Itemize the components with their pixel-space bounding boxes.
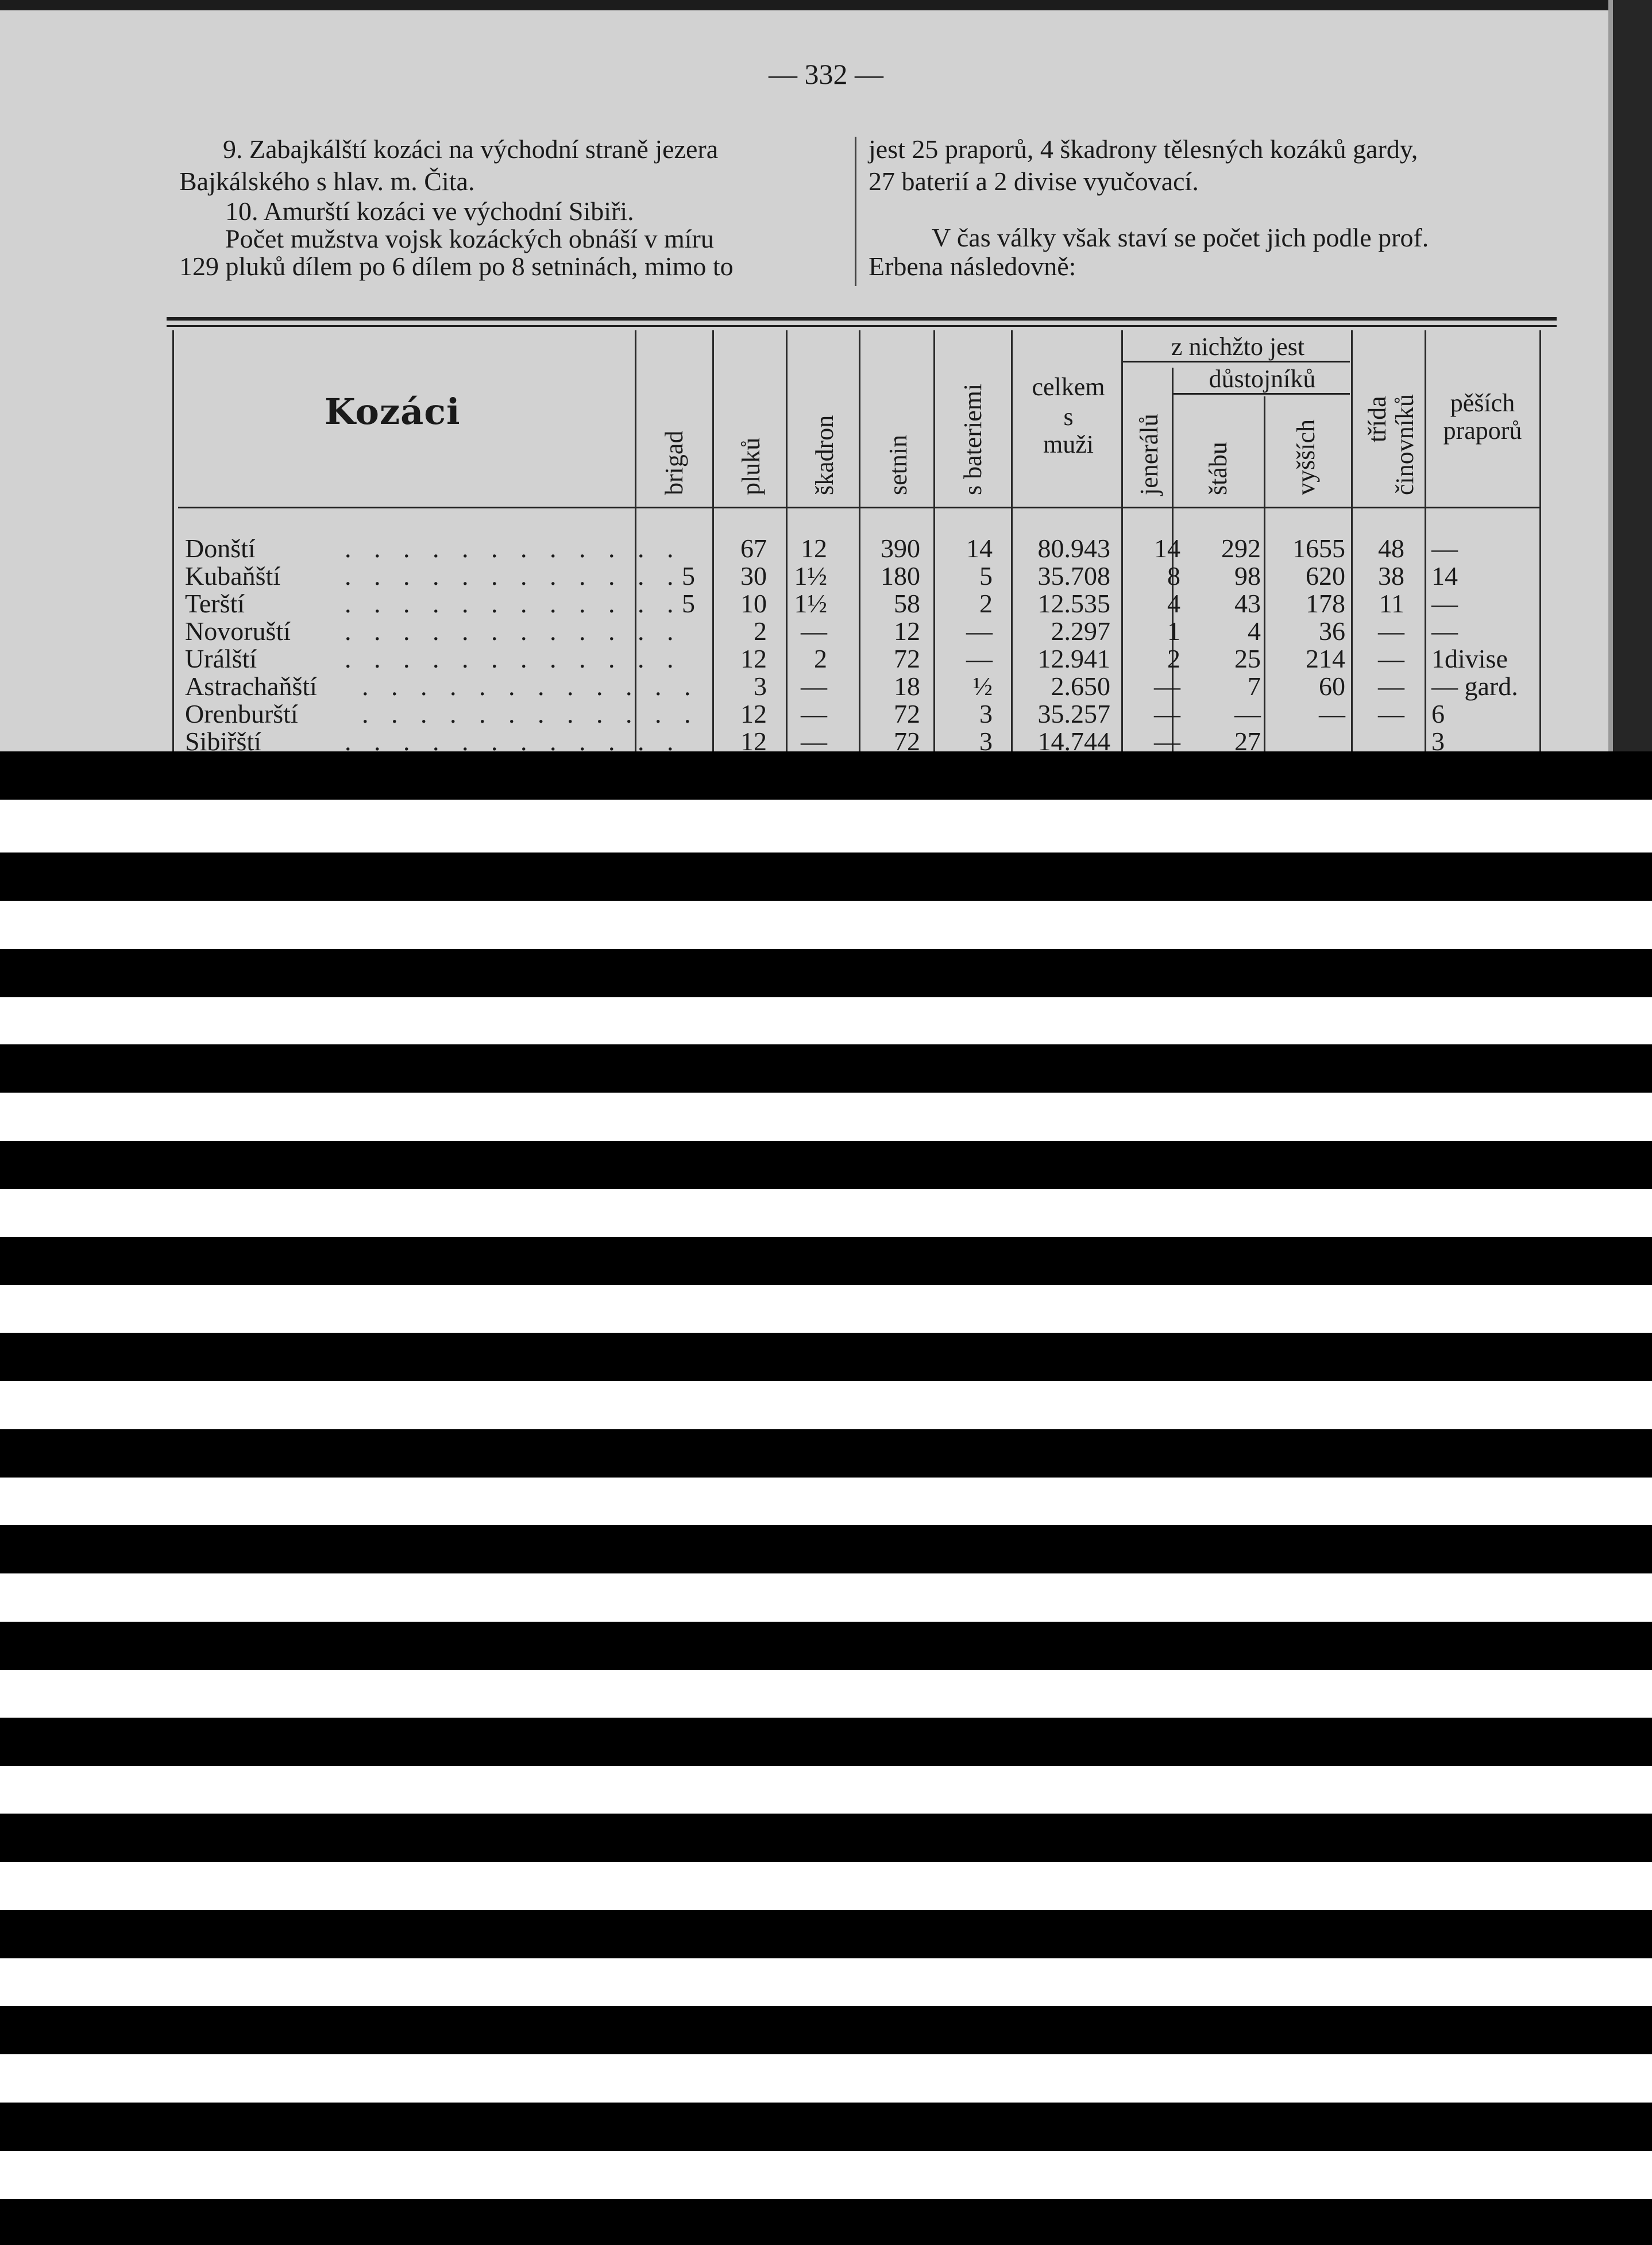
redaction-stripe: [0, 853, 1652, 901]
cell-pesich: 6: [1431, 699, 1445, 728]
cell-stabu: 98: [1234, 561, 1261, 591]
header-setnin: setnin: [884, 434, 912, 495]
redaction-stripe: [0, 949, 1652, 997]
cell-cinovniku: —: [1378, 699, 1404, 728]
cell-stabu: 7: [1248, 672, 1261, 701]
header-pesich: pěších: [1450, 389, 1515, 417]
header-group-z-nichzto-jest: z nichžto jest: [1171, 333, 1305, 361]
text-line: V čas války však staví se počet jich podle prof.: [932, 223, 1429, 252]
cell-setnin: 72: [894, 727, 920, 751]
cell-cinovniku: 38: [1378, 561, 1404, 591]
row-label: Novoruští: [185, 616, 291, 646]
cell-jeneralu: 8: [1167, 561, 1180, 591]
dot-leader: . . . . . . . . . . . .: [345, 727, 682, 751]
table-border-left: [172, 330, 174, 751]
cell-celkem: 2.650: [1051, 672, 1110, 701]
cell-skadron: 1½: [794, 589, 827, 618]
header-subgroup-dustojniku: důstojníků: [1209, 365, 1316, 393]
cell-baterie: 2: [979, 589, 993, 618]
table-top-rule-thin: [167, 325, 1557, 327]
redaction-stripe: [0, 1429, 1652, 1478]
redaction-stripe: [0, 1237, 1652, 1285]
redaction-stripe: [0, 1333, 1652, 1381]
redaction-stripe: [0, 2103, 1652, 2151]
cell-stabu: 27: [1234, 727, 1261, 751]
redaction-stripe: [0, 1718, 1652, 1766]
cell-pluku: 2: [754, 616, 767, 646]
dot-leader: . . . . . . . . . . . .: [362, 699, 699, 728]
cell-baterie: 5: [979, 561, 993, 591]
redaction-stripe: [0, 751, 1652, 800]
col-divider: [859, 330, 860, 751]
cell-pesich: —: [1431, 616, 1458, 646]
cell-setnin: 12: [894, 616, 920, 646]
cell-pesich: 1divise: [1431, 644, 1508, 673]
text-line: 27 baterií a 2 divise vyučovací.: [869, 167, 1199, 196]
redaction-stripe: [0, 1141, 1652, 1189]
redaction-stripe: [0, 2199, 1652, 2245]
cell-setnin: 72: [894, 644, 920, 673]
row-label: Sibiřští: [185, 727, 261, 751]
cell-setnin: 390: [881, 534, 920, 563]
header-praporu: praporů: [1443, 416, 1522, 445]
cell-stabu: 43: [1234, 589, 1261, 618]
header-stabu: štábu: [1204, 442, 1232, 495]
cell-cinovniku: 11: [1379, 589, 1404, 618]
cell-jeneralu: —: [1154, 699, 1180, 728]
scanned-page: [0, 0, 1652, 751]
cell-pluku: 12: [740, 644, 767, 673]
cell-cinovniku: 48: [1378, 534, 1404, 563]
header-celkem-muzi: muži: [1043, 430, 1094, 458]
header-celkem: celkem: [1032, 373, 1105, 401]
cell-brigad: 5: [682, 589, 695, 618]
header-jeneralu: jenerálů: [1135, 414, 1163, 495]
header-s-bateriemi: s bateriemi: [959, 383, 987, 495]
row-label: Kubaňští: [185, 561, 281, 591]
cell-brigad: 5: [682, 561, 695, 591]
cell-skadron: —: [801, 672, 827, 701]
dot-leader: . . . . . . . . . . . .: [345, 534, 682, 563]
dot-leader: . . . . . . . . . . . .: [345, 616, 682, 646]
cell-baterie: 3: [979, 699, 993, 728]
redaction-stripe: [0, 1814, 1652, 1862]
cell-jeneralu: 14: [1154, 534, 1180, 563]
cell-baterie: ½: [972, 672, 993, 701]
col-divider: [1425, 330, 1426, 751]
cell-baterie: —: [966, 644, 993, 673]
col-divider: [933, 330, 935, 751]
cell-stabu: 4: [1248, 616, 1261, 646]
scan-right-border: [1613, 0, 1652, 751]
row-label: Terští: [185, 589, 245, 618]
cell-pluku: 67: [740, 534, 767, 563]
cell-celkem: 12.535: [1037, 589, 1110, 618]
text-line: 10. Amurští kozáci ve východní Sibiři.: [225, 196, 634, 226]
cell-skadron: 2: [814, 644, 827, 673]
cell-celkem: 2.297: [1051, 616, 1110, 646]
col-divider: [1351, 330, 1353, 751]
cell-stabu: 292: [1221, 534, 1261, 563]
cell-skadron: 12: [801, 534, 827, 563]
text-line: Bajkálského s hlav. m. Čita.: [179, 167, 475, 196]
cell-pesich: — gard.: [1431, 672, 1518, 701]
col-divider: [786, 330, 788, 751]
col-divider: [1011, 330, 1013, 751]
text-line: 9. Zabajkálští kozáci na východní straně jezera: [223, 134, 719, 164]
cell-vyssich: 36: [1319, 616, 1345, 646]
cell-jeneralu: 2: [1167, 644, 1180, 673]
header-pluku: pluků: [737, 437, 765, 495]
cell-celkem: 35.708: [1037, 561, 1110, 591]
cell-pluku: 3: [754, 672, 767, 701]
row-label: Orenburští: [185, 699, 298, 728]
cell-pluku: 30: [740, 561, 767, 591]
redaction-stripe: [0, 1910, 1652, 1958]
cell-pesich: 14: [1431, 561, 1458, 591]
cell-vyssich: 1655: [1292, 534, 1345, 563]
page-edge: [1608, 0, 1613, 751]
cell-pesich: —: [1431, 589, 1458, 618]
redaction-stripe: [0, 1622, 1652, 1670]
redaction-stripe: [0, 1044, 1652, 1093]
cell-cinovniku: —: [1378, 672, 1404, 701]
cell-vyssich: 620: [1306, 561, 1345, 591]
col-divider: [712, 330, 714, 751]
column-divider: [855, 137, 856, 286]
cell-baterie: 14: [966, 534, 993, 563]
text-line: jest 25 praporů, 4 škadrony tělesných kozáků gardy,: [869, 134, 1418, 164]
text-line: 129 pluků dílem po 6 dílem po 8 setninách, mimo to: [179, 252, 734, 281]
cell-pluku: 12: [740, 699, 767, 728]
cell-pluku: 12: [740, 727, 767, 751]
cell-cinovniku: —: [1378, 616, 1404, 646]
row-label: Urálští: [185, 644, 257, 673]
header-cinovniku: činovníků: [1391, 394, 1419, 495]
cell-stabu: —: [1234, 699, 1261, 728]
redaction-stripe: [0, 1525, 1652, 1573]
text-line: Počet mužstva vojsk kozáckých obnáší v míru: [225, 224, 714, 253]
cell-celkem: 35.257: [1037, 699, 1110, 728]
cell-pluku: 10: [740, 589, 767, 618]
col-divider: [1121, 330, 1123, 751]
cell-vyssich: 178: [1306, 589, 1345, 618]
redaction-stripe: [0, 2006, 1652, 2054]
cell-setnin: 180: [881, 561, 920, 591]
cell-jeneralu: —: [1154, 672, 1180, 701]
col-divider: [1539, 330, 1541, 751]
cell-pesich: 3: [1431, 727, 1445, 751]
table-title: Kozáci: [325, 391, 461, 433]
table-top-rule: [167, 317, 1557, 321]
cell-setnin: 58: [894, 589, 920, 618]
scan-top-border: [0, 0, 1652, 10]
cell-vyssich: 214: [1306, 644, 1345, 673]
dot-leader: . . . . . . . . . . . .: [362, 672, 699, 701]
cell-celkem: 12.941: [1037, 644, 1110, 673]
dot-leader: . . . . . . . . . . . .: [345, 589, 682, 618]
dot-leader: . . . . . . . . . . . .: [345, 644, 682, 673]
header-celkem-s: s: [1063, 403, 1074, 431]
cell-vyssich: —: [1319, 699, 1345, 728]
header-skadron: škadron: [810, 415, 839, 495]
cell-celkem: 80.943: [1037, 534, 1110, 563]
header-trida: třída: [1363, 396, 1391, 442]
cell-setnin: 72: [894, 699, 920, 728]
cell-baterie: 3: [979, 727, 993, 751]
cell-jeneralu: 4: [1167, 589, 1180, 618]
cell-skadron: —: [801, 727, 827, 751]
cell-baterie: —: [966, 616, 993, 646]
header-vyssich: vyšších: [1292, 419, 1320, 495]
cell-skadron: —: [801, 699, 827, 728]
row-label: Donští: [185, 534, 256, 563]
cell-cinovniku: —: [1378, 644, 1404, 673]
cell-jeneralu: —: [1154, 727, 1180, 751]
row-label: Astrachaňští: [185, 672, 317, 701]
dot-leader: . . . . . . . . . . . .: [345, 561, 682, 591]
cell-jeneralu: 1: [1167, 616, 1180, 646]
cell-skadron: 1½: [794, 561, 827, 591]
page-number: — 332 —: [769, 58, 883, 90]
cell-vyssich: 60: [1319, 672, 1345, 701]
header-brigad: brigad: [660, 430, 688, 495]
cell-celkem: 14.744: [1037, 727, 1110, 751]
text-line: Erbena následovně:: [869, 252, 1076, 281]
cell-skadron: —: [801, 616, 827, 646]
cell-setnin: 18: [894, 672, 920, 701]
cell-pesich: —: [1431, 534, 1458, 563]
col-divider: [1264, 396, 1265, 751]
cell-stabu: 25: [1234, 644, 1261, 673]
